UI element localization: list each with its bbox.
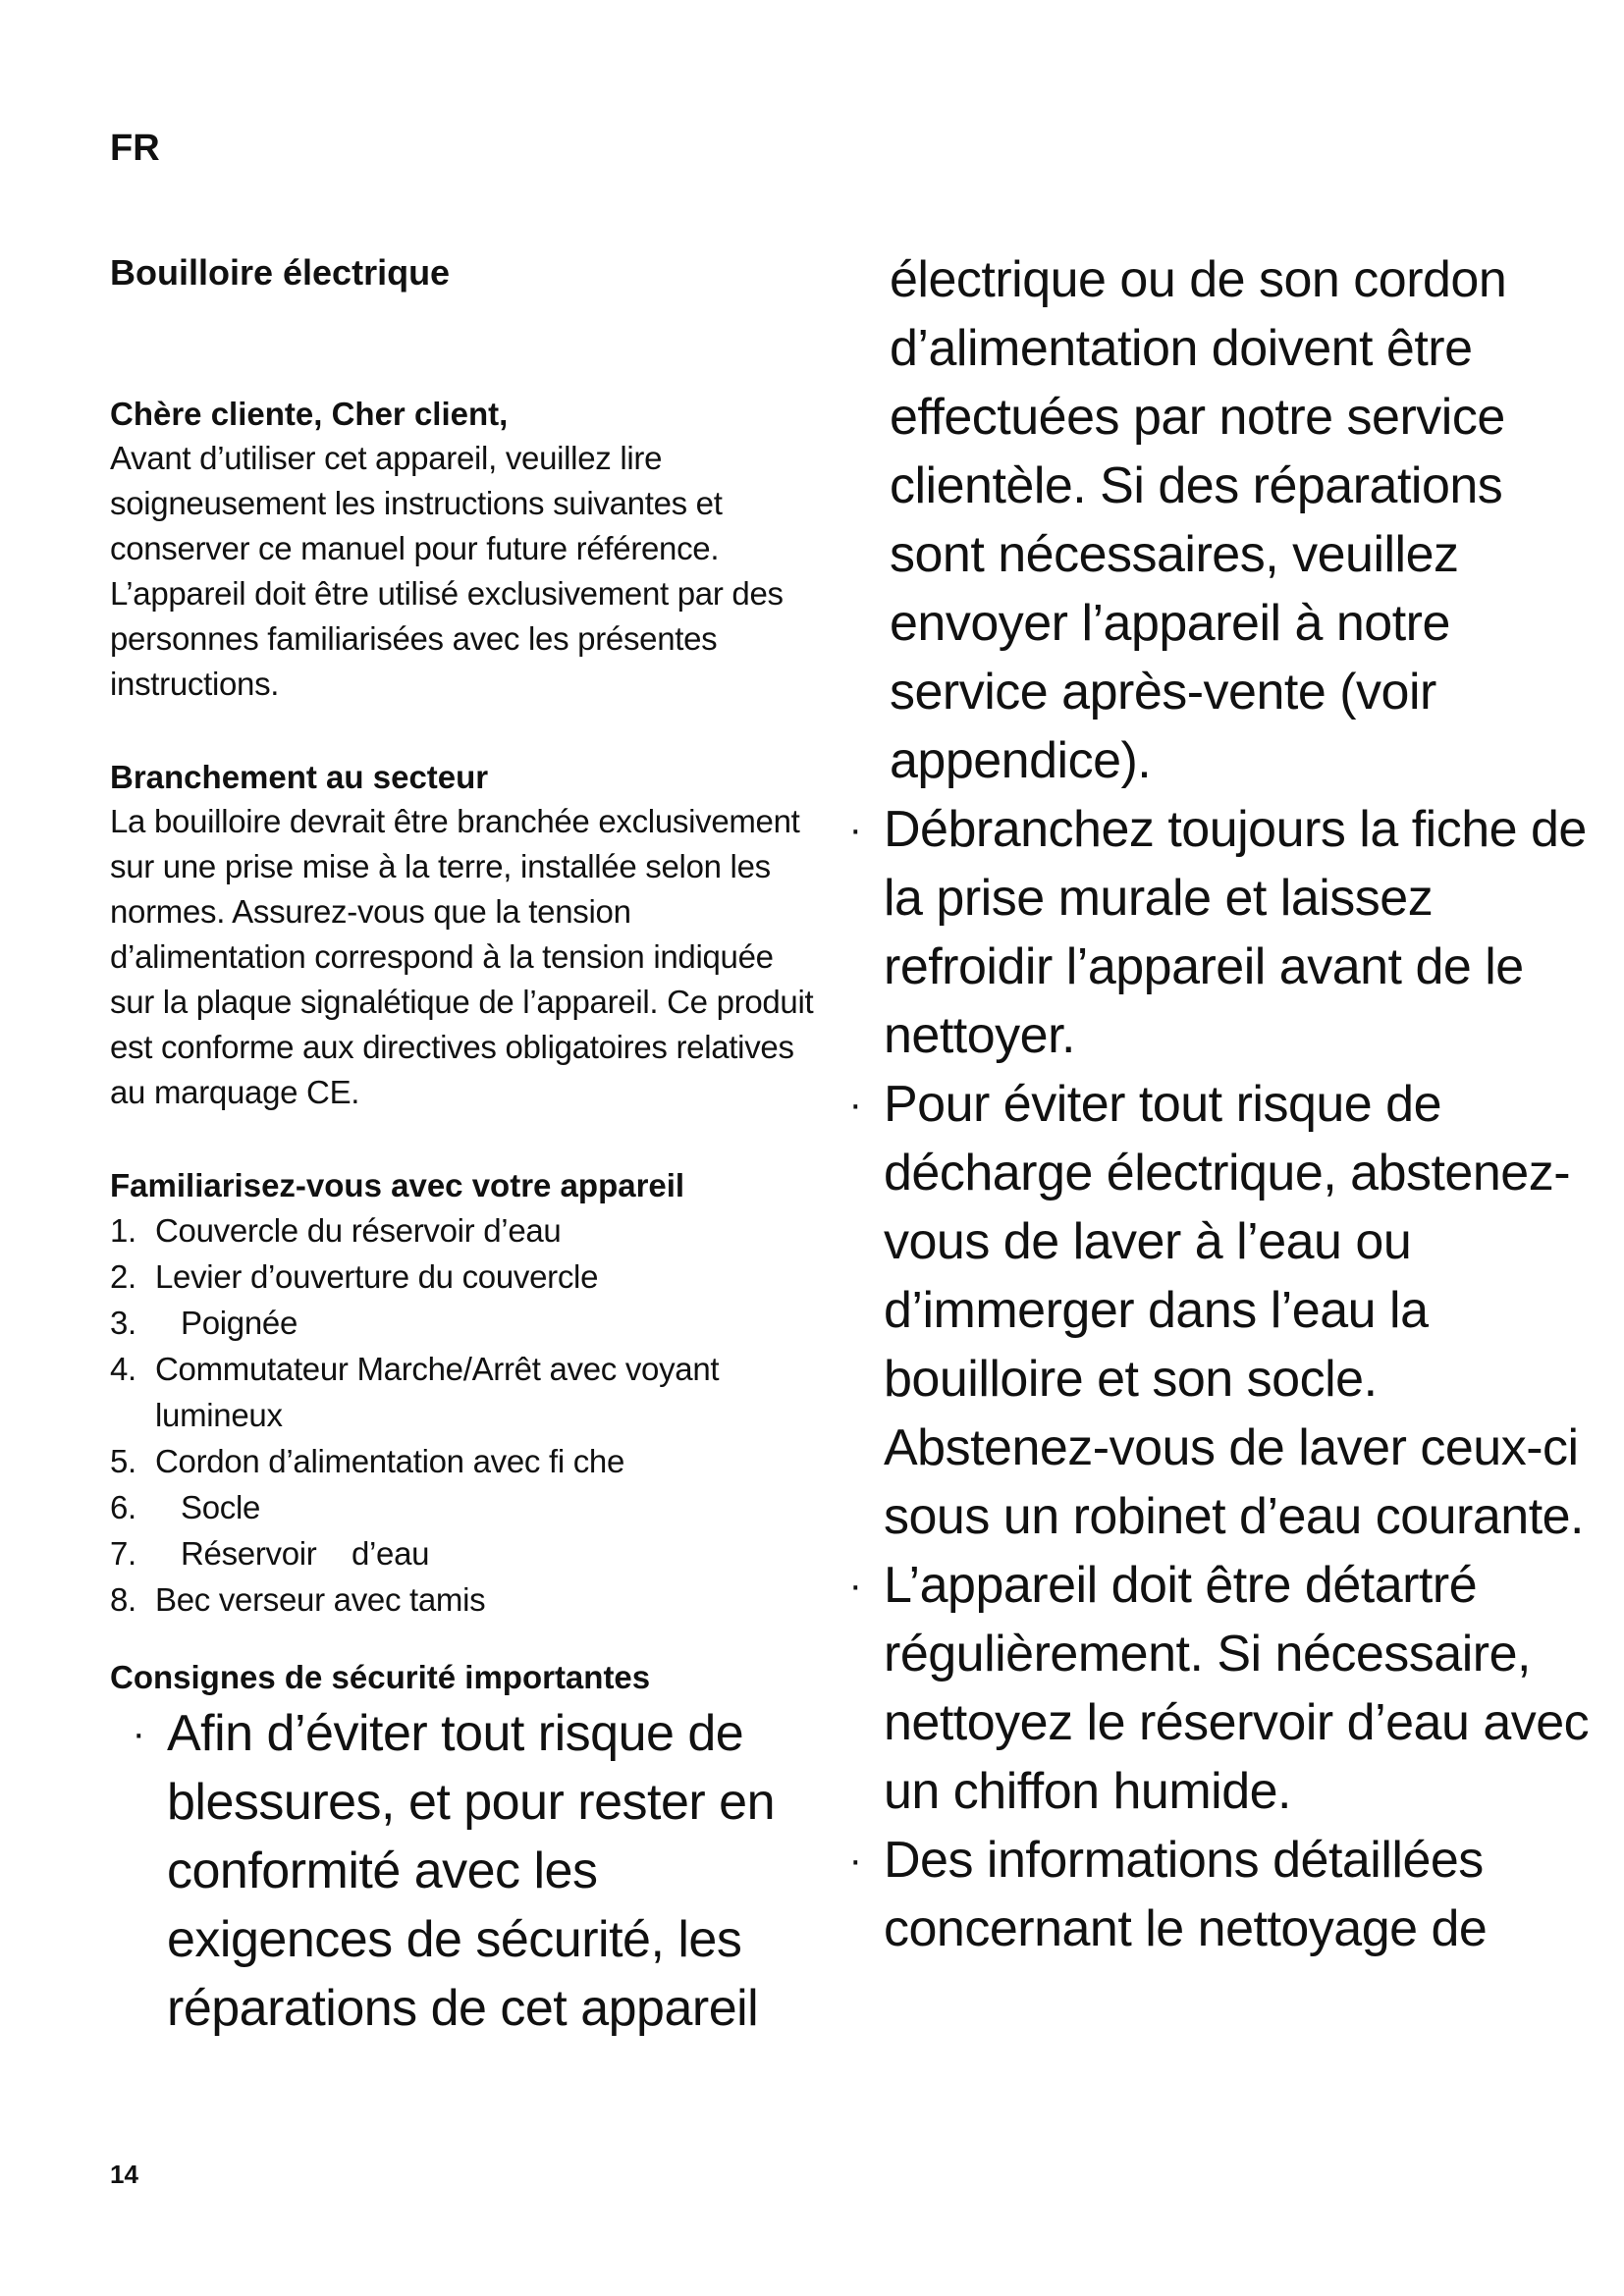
mains-text: La bouilloire devrait être branchée exclusivement sur une prise mise à la terre, installée selon les normes. Assurez-vous que la tension d’alimentation correspond à la tension indiquée sur la plaque signalétique de l’appareil. Ce produit est conforme aux directives obligatoires relatives au marquage CE. xyxy=(110,803,814,1110)
greeting-heading: Chère cliente, Cher client, xyxy=(110,396,509,432)
parts-list-item: 8. Bec verseur avec tamis xyxy=(110,1581,486,1618)
parts-heading: Familiarisez-vous avec votre appareil xyxy=(110,1167,685,1203)
bullet-icon: · xyxy=(848,808,862,851)
safety-item: · Afin d’éviter tout risque de blessures, et pour rester en conformité avec les exigences de sécurité, les réparations de cet appareil xyxy=(110,1699,817,2043)
parts-list-item: 6. Socle xyxy=(110,1489,261,1525)
document-title: Bouilloire électrique xyxy=(110,252,451,293)
right-column xyxy=(827,245,1602,1963)
safety-item-continued: électrique ou de son cordon d’alimentation doivent être effectuées par notre service clientèle. Si des réparations sont nécessaires, veuillez envoyer l’appareil à notre service après-vente (voir appendice). xyxy=(890,251,1507,789)
safety-item: · L’appareil doit être détartré régulièrement. Si nécessaire, nettoyez le réservoir d’eau avec un chiffon humide. xyxy=(827,1551,1602,1826)
safety-heading: Consignes de sécurité importantes xyxy=(110,1659,651,1695)
greeting-text: Avant d’utiliser cet appareil, veuillez lire soigneusement les instructions suivantes et conserver ce manuel pour future référence. L’appareil doit être utilisé exclusivement par des personnes familiarisées avec les présentes instructions. xyxy=(110,440,784,702)
parts-list-item: 5. Cordon d’alimentation avec fi che xyxy=(110,1443,625,1479)
safety-item: · Débranchez toujours la fiche de la prise murale et laissez refroidir l’appareil avant de le nettoyer. xyxy=(827,795,1602,1070)
bullet-icon: · xyxy=(132,1712,145,1755)
bullet-icon: · xyxy=(848,1564,862,1607)
language-code: FR xyxy=(110,128,160,169)
safety-list-right xyxy=(827,795,1602,1963)
safety-item: · Pour éviter tout risque de décharge électrique, abstenez-vous de laver à l’eau ou d’immerger dans l’eau la bouilloire et son socle. Abstenez-vous de laver ceux-ci sous un robinet d’eau courante. xyxy=(827,1070,1602,1551)
parts-list-item: 1. Couvercle du réservoir d’eau xyxy=(110,1212,562,1249)
parts-list-item: 4. Commutateur Marche/Arrêt avec voyant lumineux xyxy=(110,1351,720,1433)
left-column xyxy=(110,251,817,2043)
parts-list-item: 7. Réservoir d’eau xyxy=(110,1535,430,1572)
safety-list-left xyxy=(110,1699,817,2043)
parts-list xyxy=(110,1207,817,1623)
bullet-icon: · xyxy=(848,1083,862,1126)
bullet-icon: · xyxy=(848,1839,862,1882)
parts-list-item: 3. Poignée xyxy=(110,1305,298,1341)
mains-heading: Branchement au secteur xyxy=(110,759,489,795)
parts-list-item: 2. Levier d’ouverture du couvercle xyxy=(110,1258,599,1295)
page-number: 14 xyxy=(110,2160,138,2189)
safety-item: · Des informations détaillées concernant le nettoyage de xyxy=(827,1826,1602,1963)
